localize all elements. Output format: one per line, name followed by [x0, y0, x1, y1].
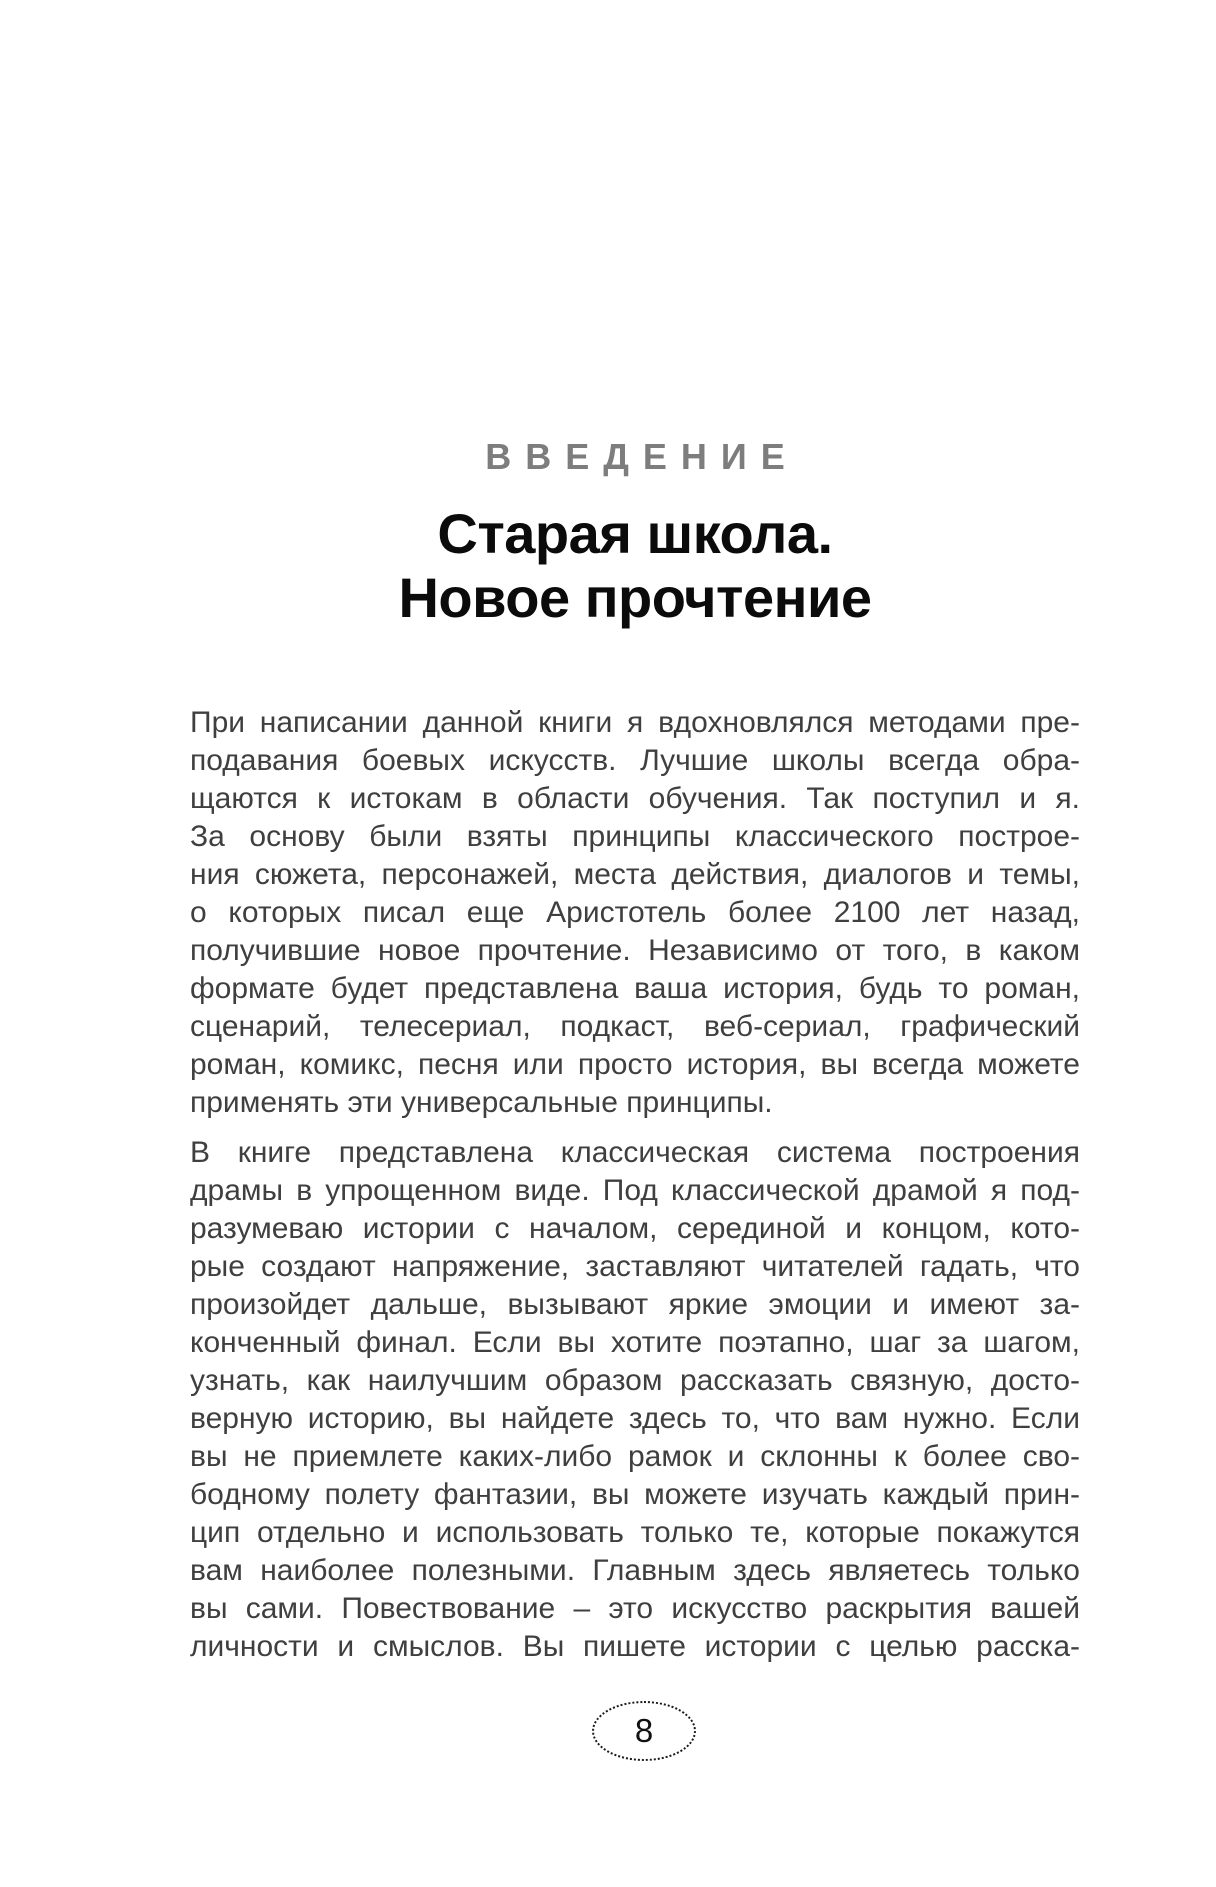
page-number-badge [592, 1701, 696, 1761]
text-line: применять эти универсальные принципы. [190, 1086, 773, 1119]
text-line: подавания боевых искусств. Лучшие школы всегда обра- [190, 744, 1080, 777]
page-number: 8 [634, 1712, 654, 1749]
text-line: цип отдельно и использовать только те, которые покажутся [190, 1516, 1080, 1549]
section-kicker: ВВЕДЕНИЕ [485, 436, 799, 477]
chapter-title-line-1: Старая школа. [437, 502, 833, 565]
text-line: рые создают напряжение, заставляют читателей гадать, что [190, 1250, 1080, 1283]
text-line: В книге представлена классическая система построения [190, 1136, 1080, 1169]
text-line: щаются к истокам в области обучения. Так поступил и я. [190, 782, 1080, 815]
text-line: роман, комикс, песня или просто история, вы всегда можете [190, 1048, 1080, 1081]
paragraph-2 [190, 1134, 1080, 1666]
text-line: За основу были взяты принципы классического построе- [190, 820, 1080, 853]
body-text [190, 704, 1080, 1666]
text-line: личности и смыслов. Вы пишете истории с целью расска- [190, 1630, 1080, 1663]
text-line: о которых писал еще Аристотель более 2100 лет назад, [190, 896, 1080, 929]
text-line: получившие новое прочтение. Независимо от того, в каком [190, 934, 1080, 967]
text-line: вы не приемлете каких-либо рамок и склонны к более сво- [190, 1440, 1080, 1473]
text-line: узнать, как наилучшим образом рассказать связную, досто- [190, 1364, 1080, 1397]
text-line: вам наиболее полезными. Главным здесь являетесь только [190, 1554, 1080, 1587]
text-line: сценарий, телесериал, подкаст, веб-сериал, графический [190, 1010, 1080, 1043]
text-line: ния сюжета, персонажей, места действия, диалогов и темы, [190, 858, 1080, 891]
text-line: формате будет представлена ваша история, будь то роман, [190, 972, 1080, 1005]
text-line: разумеваю истории с началом, серединой и концом, кото- [190, 1212, 1080, 1245]
text-line: бодному полету фантазии, вы можете изучать каждый прин- [190, 1478, 1080, 1511]
text-line: верную историю, вы найдете здесь то, что вам нужно. Если [190, 1402, 1080, 1435]
text-line: вы сами. Повествование – это искусство раскрытия вашей [190, 1592, 1080, 1625]
text-line: драмы в упрощенном виде. Под классической драмой я под- [190, 1174, 1080, 1207]
text-line: произойдет дальше, вызывают яркие эмоции и имеют за- [190, 1288, 1080, 1321]
paragraph-1 [190, 704, 1080, 1122]
text-line: конченный финал. Если вы хотите поэтапно, шаг за шагом, [190, 1326, 1080, 1359]
chapter-title [190, 502, 1080, 630]
text-line: При написании данной книги я вдохновлялся методами пре- [190, 706, 1080, 739]
chapter-title-line-2: Новое прочтение [398, 566, 872, 629]
